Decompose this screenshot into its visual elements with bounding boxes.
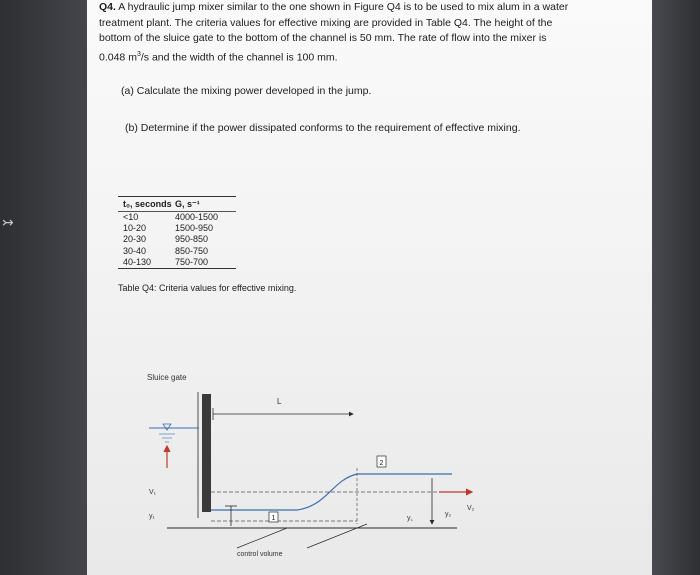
table-header [118,197,236,212]
header-time: t₀, seconds [123,199,172,209]
question-line-4: 0.048 $m^3/s$ and the width of the channel is 100 mm. [99,50,338,63]
table-row: 10-20 1500-950 [123,223,214,234]
control-volume-label: control volume [237,551,283,558]
question-number: Q4. [99,1,116,13]
desk-background-left [0,0,87,575]
header-g: G, s⁻¹ [175,199,200,209]
hydraulic-jump-figure [127,368,487,568]
table-caption: Table Q4: Criteria values for effective mixing. [118,283,297,293]
question-line-3: bottom of the sluice gate to the bottom of the channel is 50 mm. The rate of flow into the mixer is [99,32,547,44]
table-row: 30-40 850-750 [123,245,209,256]
question-text [99,0,589,66]
edge-arrow-icon: ↣ [2,214,14,230]
sluice-gate-label: Sluice gate [147,373,187,382]
control-volume-leader [237,528,287,548]
sluice-gate [202,394,211,512]
length-label: L [277,397,282,406]
question-line-2: treatment plant. The criteria values for effective mixing are provided in Table Q4. The height of the [99,16,553,29]
y2-label: y₂ [445,511,452,518]
v1-label: V₁ [149,489,157,496]
table-row: 40-130 750-700 [118,257,236,269]
section-2-label: 2 [379,460,384,467]
y1-label: y₁ [149,513,155,520]
table-row: <10 4000-1500 [123,212,219,222]
desk-background-right [652,0,700,575]
yc-label: y꜀ [407,515,413,522]
question-sheet [87,0,652,575]
criteria-table [118,196,236,269]
table-row: 20-30 950-850 [123,234,209,245]
part-b-text: (b) Determine if the power dissipated conforms to the requirement of effective mixing. [125,122,521,134]
water-level-triangle-icon [163,424,171,430]
hydraulic-jump-diagram [127,368,487,568]
question-line-1: Q4. A hydraulic jump mixer similar to the one shown in Figure Q4 is to be used to mix alum in a water [99,1,569,13]
v2-label: V₂ [467,505,475,512]
part-a-text: (a) Calculate the mixing power developed in the jump. [121,85,372,97]
section-1-label: 1 [271,515,276,522]
